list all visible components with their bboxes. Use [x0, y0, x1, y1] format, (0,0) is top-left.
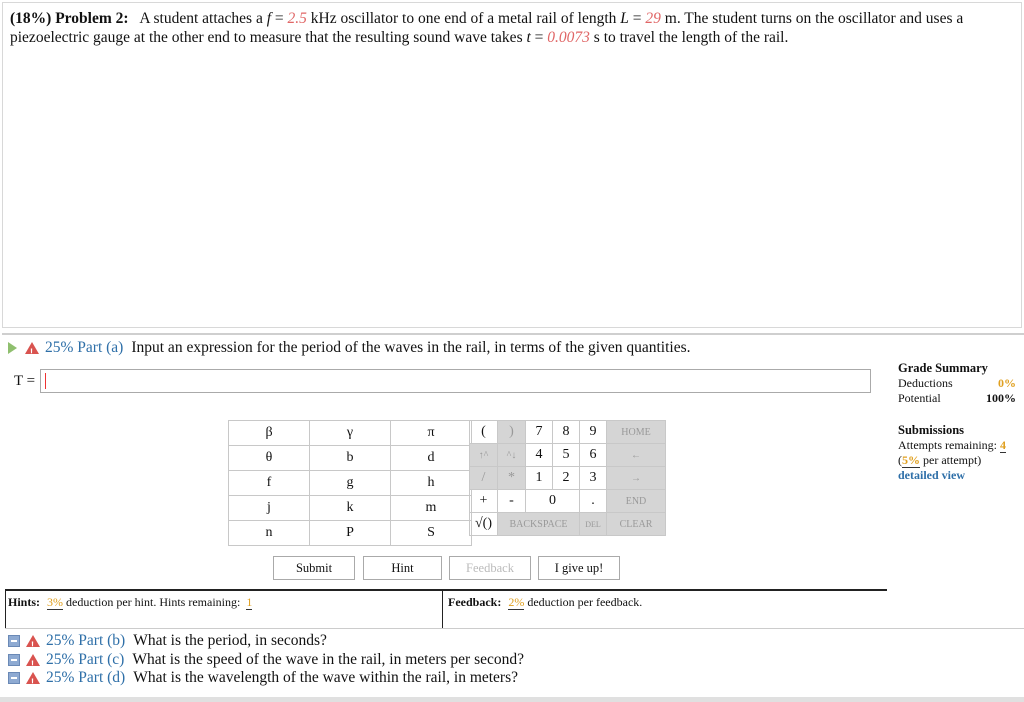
hints-feedback-bar	[5, 589, 887, 591]
potential-label: Potential	[898, 391, 941, 405]
per-attempt-text: per attempt)	[920, 453, 982, 467]
collapse-icon[interactable]	[8, 635, 20, 647]
key-d[interactable]: d	[391, 446, 472, 471]
hints-info	[8, 595, 252, 610]
hints-remaining: 1	[246, 595, 253, 609]
problem-text-4: s to travel the length of the rail.	[589, 29, 789, 46]
key-del[interactable]: DEL	[580, 513, 607, 536]
page-bottom-border	[0, 697, 1024, 702]
key-7[interactable]: 7	[526, 421, 553, 444]
numeric-keypad	[469, 420, 666, 536]
problem-text-2: kHz oscillator to one end of a metal rail of length	[306, 10, 621, 27]
problem-text-3: m. The student turns on the oscillator and uses a piezoelectric gauge at the other end to measure that the resulting sound wave takes	[10, 10, 964, 46]
key-2[interactable]: 2	[553, 467, 580, 490]
warning-icon	[25, 342, 39, 354]
part-b-label: 25% Part (b)	[46, 632, 126, 649]
key-1[interactable]: 1	[526, 467, 553, 490]
key-f[interactable]: f	[229, 471, 310, 496]
deductions-label: Deductions	[898, 376, 953, 390]
collapse-icon[interactable]	[8, 654, 20, 666]
grade-summary-title: Grade Summary	[898, 361, 988, 375]
key-h[interactable]: h	[391, 471, 472, 496]
key-theta[interactable]: θ	[229, 446, 310, 471]
key-right-arrow[interactable]: →	[607, 467, 666, 490]
hints-label: Hints:	[8, 595, 41, 609]
key-0[interactable]: 0	[526, 490, 580, 513]
key-g[interactable]: g	[310, 471, 391, 496]
key-gamma[interactable]: γ	[310, 421, 391, 446]
part-a-label: 25% Part (a)	[45, 339, 124, 356]
L-value: 29	[645, 10, 661, 27]
part-b-header[interactable]	[8, 632, 327, 650]
hint-button[interactable]: Hint	[363, 556, 442, 580]
detailed-view-link[interactable]: detailed view	[898, 468, 965, 482]
part-a-header[interactable]	[8, 339, 691, 357]
t-value: 0.0073	[547, 29, 590, 46]
f-symbol: f	[266, 10, 272, 27]
key-3[interactable]: 3	[580, 467, 607, 490]
part-a-question: Input an expression for the period of the waves in the rail, in terms of the given quantities.	[131, 339, 691, 356]
key-8[interactable]: 8	[553, 421, 580, 444]
key-S[interactable]: S	[391, 521, 472, 546]
hints-pct: 3%	[47, 595, 64, 609]
part-c-question: What is the speed of the wave in the rail, in meters per second?	[132, 651, 525, 668]
part-b-question: What is the period, in seconds?	[133, 632, 327, 649]
feedback-label: Feedback:	[448, 595, 502, 609]
eq-sign: =	[530, 29, 548, 46]
key-6[interactable]: 6	[580, 444, 607, 467]
submissions-title: Submissions	[898, 423, 965, 437]
key-sqrt[interactable]: √()	[470, 513, 498, 536]
key-beta[interactable]: β	[229, 421, 310, 446]
per-attempt-pct: 5%	[902, 453, 920, 467]
expand-icon[interactable]	[8, 342, 17, 354]
key-end[interactable]: END	[607, 490, 666, 513]
key-divide[interactable]: /	[470, 467, 498, 490]
key-clear[interactable]: CLEAR	[607, 513, 666, 536]
key-close-paren[interactable]: )	[498, 421, 526, 444]
deductions-value: 0%	[998, 376, 1016, 390]
warning-icon	[26, 654, 40, 666]
text-caret	[45, 373, 46, 389]
warning-icon	[26, 672, 40, 684]
feedback-button[interactable]: Feedback	[449, 556, 531, 580]
key-open-paren[interactable]: (	[470, 421, 498, 444]
answer-label: T =	[14, 373, 36, 389]
collapse-icon[interactable]	[8, 672, 20, 684]
feedback-info	[448, 595, 642, 610]
key-backspace[interactable]: BACKSPACE	[498, 513, 580, 536]
key-5[interactable]: 5	[553, 444, 580, 467]
problem-statement	[10, 9, 1015, 47]
part-d-question: What is the wavelength of the wave within the rail, in meters?	[133, 669, 519, 686]
problem-heading: (18%) Problem 2:	[10, 10, 129, 27]
key-9[interactable]: 9	[580, 421, 607, 444]
box-border	[5, 628, 1024, 629]
box-border	[5, 591, 6, 629]
variable-keypad	[228, 420, 472, 546]
problem-panel	[2, 2, 1022, 328]
key-pi[interactable]: π	[391, 421, 472, 446]
f-value: 2.5	[287, 10, 307, 27]
eq-sign: =	[271, 10, 288, 27]
key-m[interactable]: m	[391, 496, 472, 521]
submissions-panel: Submissions Attempts remaining: 4 (5% per attempt) detailed view	[898, 423, 1018, 483]
attempts-value: 4	[999, 438, 1006, 452]
warning-icon	[26, 635, 40, 647]
key-decimal[interactable]: .	[580, 490, 607, 513]
potential-value: 100%	[986, 391, 1016, 405]
part-c-label: 25% Part (c)	[46, 651, 125, 668]
key-multiply[interactable]: *	[498, 467, 526, 490]
feedback-pct: 2%	[508, 595, 525, 609]
key-4[interactable]: 4	[526, 444, 553, 467]
key-P[interactable]: P	[310, 521, 391, 546]
attempts-label: Attempts remaining:	[898, 438, 997, 452]
key-n[interactable]: n	[229, 521, 310, 546]
feedback-text: deduction per feedback.	[524, 595, 643, 609]
give-up-button[interactable]: I give up!	[538, 556, 620, 580]
eq-sign: =	[628, 10, 646, 27]
part-divider	[2, 333, 1024, 335]
key-k[interactable]: k	[310, 496, 391, 521]
submit-button[interactable]: Submit	[273, 556, 355, 580]
answer-input[interactable]	[40, 369, 871, 393]
key-minus[interactable]: -	[498, 490, 526, 513]
key-exponent-down[interactable]: ^↓	[498, 444, 526, 467]
key-left-arrow[interactable]: ←	[607, 444, 666, 467]
key-exponent-up[interactable]: ↑^	[470, 444, 498, 467]
hints-text: deduction per hint. Hints remaining:	[63, 595, 241, 609]
grade-summary	[898, 361, 1016, 406]
key-home[interactable]: HOME	[607, 421, 666, 444]
t-symbol: t	[526, 29, 531, 46]
part-d-header[interactable]	[8, 669, 518, 687]
part-d-label: 25% Part (d)	[46, 669, 126, 686]
hints-feedback-separator	[442, 591, 443, 629]
key-j[interactable]: j	[229, 496, 310, 521]
key-b[interactable]: b	[310, 446, 391, 471]
problem-text-1: A student attaches a	[139, 10, 267, 27]
L-symbol: L	[620, 10, 629, 27]
key-plus[interactable]: +	[470, 490, 498, 513]
part-c-header[interactable]	[8, 651, 524, 669]
